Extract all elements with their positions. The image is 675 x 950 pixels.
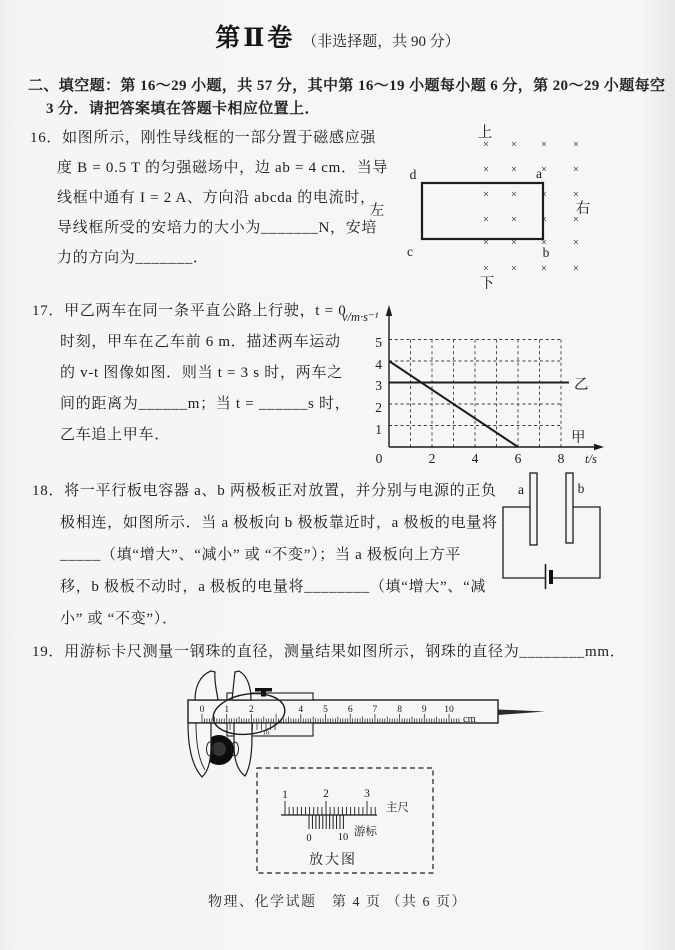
scale-number: 4 xyxy=(298,705,304,715)
field-cross-icon: × xyxy=(573,237,579,249)
scale-number: 1 xyxy=(224,705,230,715)
q18-capacitor-circuit xyxy=(495,465,620,600)
plate-a-label: a xyxy=(518,482,524,497)
corner-label-a: a xyxy=(536,166,542,181)
field-cross-icon: × xyxy=(573,263,579,275)
q18-text-line-2: 极相连，如图所示．当 a 极板向 b 极板靠近时，a 极板的电量将 xyxy=(60,515,498,531)
magnifier-main-ticks xyxy=(285,801,375,815)
mag-vernier-ten: 10 xyxy=(337,832,349,843)
main-scale-label: 主尺 xyxy=(386,802,409,814)
x-tick-6: 6 xyxy=(514,451,522,466)
scale-number: 10 xyxy=(444,705,454,715)
mag-number-3: 3 xyxy=(364,788,370,800)
y-tick-5: 5 xyxy=(375,335,382,350)
mag-vernier-zero: 0 xyxy=(306,833,312,844)
direction-label-down: 下 xyxy=(479,276,495,292)
caliper-depth-rod xyxy=(498,710,545,716)
magnifier-caption: 放大图 xyxy=(309,853,357,868)
right-wire xyxy=(553,507,600,578)
q18-text-line-1: 18．将一平行板电容器 a、b 两极板正对放置，并分别与电源的正负 xyxy=(32,483,497,499)
cm-unit-label: cm xyxy=(463,714,476,725)
left-wire xyxy=(503,507,545,578)
battery-short-terminal xyxy=(549,570,553,584)
field-cross-icon: × xyxy=(541,263,547,275)
vernier-scale-label: 游标 xyxy=(354,826,377,838)
plate-b-label: b xyxy=(577,481,585,496)
page-footer: 物理、化学试题 第 4 页 （共 6 页） xyxy=(208,895,467,910)
field-cross-icon: × xyxy=(483,139,489,151)
field-cross-icon: × xyxy=(541,139,547,151)
steel-ball-highlight xyxy=(212,742,226,756)
scale-number: 9 xyxy=(421,705,427,715)
field-cross-icon: × xyxy=(541,164,547,176)
q18-text-line-3: _____（填“增大”、“减小” 或 “不变”）；当 a 极板向上方平 xyxy=(60,547,462,563)
scale-number: 5 xyxy=(323,705,328,715)
q17-text-line-1: 17．甲乙两车在同一条平直公路上行驶，t = 0 xyxy=(32,303,347,319)
q17-velocity-time-graph xyxy=(340,300,620,470)
car-a-label: 甲 xyxy=(571,430,586,446)
y-axis-label: v/m·s⁻¹ xyxy=(342,310,379,324)
section-instructions-line-2: 3 分．请把答案填在答题卡相应位置上． xyxy=(46,101,320,117)
direction-label-right: 右 xyxy=(575,201,591,217)
y-tick-4: 4 xyxy=(375,357,382,372)
plate-a xyxy=(530,473,537,545)
field-cross-icon: × xyxy=(511,237,517,249)
q18-text-line-4: 移，b 极板不动时，a 极板的电量将________（填“增大”、“减 xyxy=(60,579,487,595)
field-cross-icon: × xyxy=(511,164,517,176)
field-cross-grid xyxy=(483,140,579,275)
origin-tick: 0 xyxy=(375,451,383,466)
y-tick-3: 3 xyxy=(375,378,382,393)
q16-text-line-1: 16．如图所示，刚性导线框的一部分置于磁感应强 xyxy=(30,130,377,146)
direction-label-up: 上 xyxy=(477,125,493,141)
field-cross-icon: × xyxy=(541,237,547,249)
page-title: 第Ⅱ卷 xyxy=(215,25,296,52)
corner-label-d: d xyxy=(409,167,417,182)
mag-number-1: 1 xyxy=(282,789,288,801)
field-cross-icon: × xyxy=(483,189,489,201)
field-cross-icon: × xyxy=(573,189,579,201)
q17-text-line-3: 的 v-t 图像如图．则当 t = 3 s 时，两车之 xyxy=(60,365,343,381)
mag-number-2: 2 xyxy=(323,788,329,800)
field-cross-icon: × xyxy=(483,237,489,249)
q17-text-line-5: 乙车追上甲车． xyxy=(60,427,170,443)
x-tick-8: 8 xyxy=(557,451,565,466)
graph-gridlines xyxy=(389,340,561,448)
page-subtitle: （非选择题，共 90 分） xyxy=(302,34,460,50)
y-tick-1: 1 xyxy=(375,422,382,437)
page-header xyxy=(0,18,675,54)
scale-number: 6 xyxy=(347,705,353,715)
fixed-upper-jaw xyxy=(195,671,218,700)
x-tick-4: 4 xyxy=(471,451,479,466)
q16-magnetic-field-diagram xyxy=(355,118,610,293)
scale-number: 7 xyxy=(372,705,378,715)
field-cross-icon: × xyxy=(573,164,579,176)
magnifier-vernier-ticks xyxy=(309,815,343,829)
q19-text-line-1: 19．用游标卡尺测量一钢珠的直径，测量结果如图所示，钢珠的直径为________mm． xyxy=(32,644,626,660)
q16-text-line-5: 力的方向为_______． xyxy=(57,250,209,266)
field-cross-icon: × xyxy=(511,214,517,226)
x-axis-label: t/s xyxy=(585,452,597,466)
field-cross-icon: × xyxy=(573,139,579,151)
field-cross-icon: × xyxy=(541,189,547,201)
q16-text-line-4: 导线框所受的安培力的大小为_______N，安培 xyxy=(57,220,378,236)
field-cross-icon: × xyxy=(511,263,517,275)
field-cross-icon: × xyxy=(541,214,547,226)
corner-label-b: b xyxy=(542,245,550,260)
q18-text-line-5: 小” 或 “不变”）． xyxy=(60,611,178,627)
field-cross-icon: × xyxy=(573,214,579,226)
car-b-label: 乙 xyxy=(574,377,589,393)
corner-label-c: c xyxy=(407,244,413,259)
section-instructions-line-1: 二、填空题：第 16～29 小题，共 57 分，其中第 16～19 小题每小题 6 分，第 20～29 小题每空 xyxy=(28,78,666,94)
plate-b xyxy=(566,473,573,543)
clamp-screw-icon xyxy=(255,688,272,692)
vernier-ten-label: 10 xyxy=(262,729,270,737)
x-axis-arrow-icon xyxy=(594,444,604,450)
scale-number: 2 xyxy=(249,705,254,715)
q17-text-line-4: 间的距离为______m；当 t = ______s 时， xyxy=(60,396,351,412)
field-cross-icon: × xyxy=(511,189,517,201)
q19-magnified-view xyxy=(250,765,440,880)
scale-number: 8 xyxy=(397,705,402,715)
scale-number: 0 xyxy=(199,705,205,715)
direction-label-left: 左 xyxy=(369,203,385,219)
q16-text-line-3: 线框中通有 I = 2 A、方向沿 abcda 的电流时， xyxy=(57,190,376,206)
fixed-lower-jaw xyxy=(188,723,211,777)
x-tick-2: 2 xyxy=(428,451,436,466)
y-axis-arrow-icon xyxy=(386,305,392,316)
field-cross-icon: × xyxy=(483,164,489,176)
field-cross-icon: × xyxy=(483,214,489,226)
y-tick-2: 2 xyxy=(375,400,382,415)
field-cross-icon: × xyxy=(483,263,489,275)
q16-text-line-2: 度 B = 0.5 T 的匀强磁场中，边 ab = 4 cm．当导 xyxy=(57,160,389,176)
field-cross-icon: × xyxy=(511,139,517,151)
q17-text-line-2: 时刻，甲车在乙车前 6 m．描述两车运动 xyxy=(60,334,341,350)
